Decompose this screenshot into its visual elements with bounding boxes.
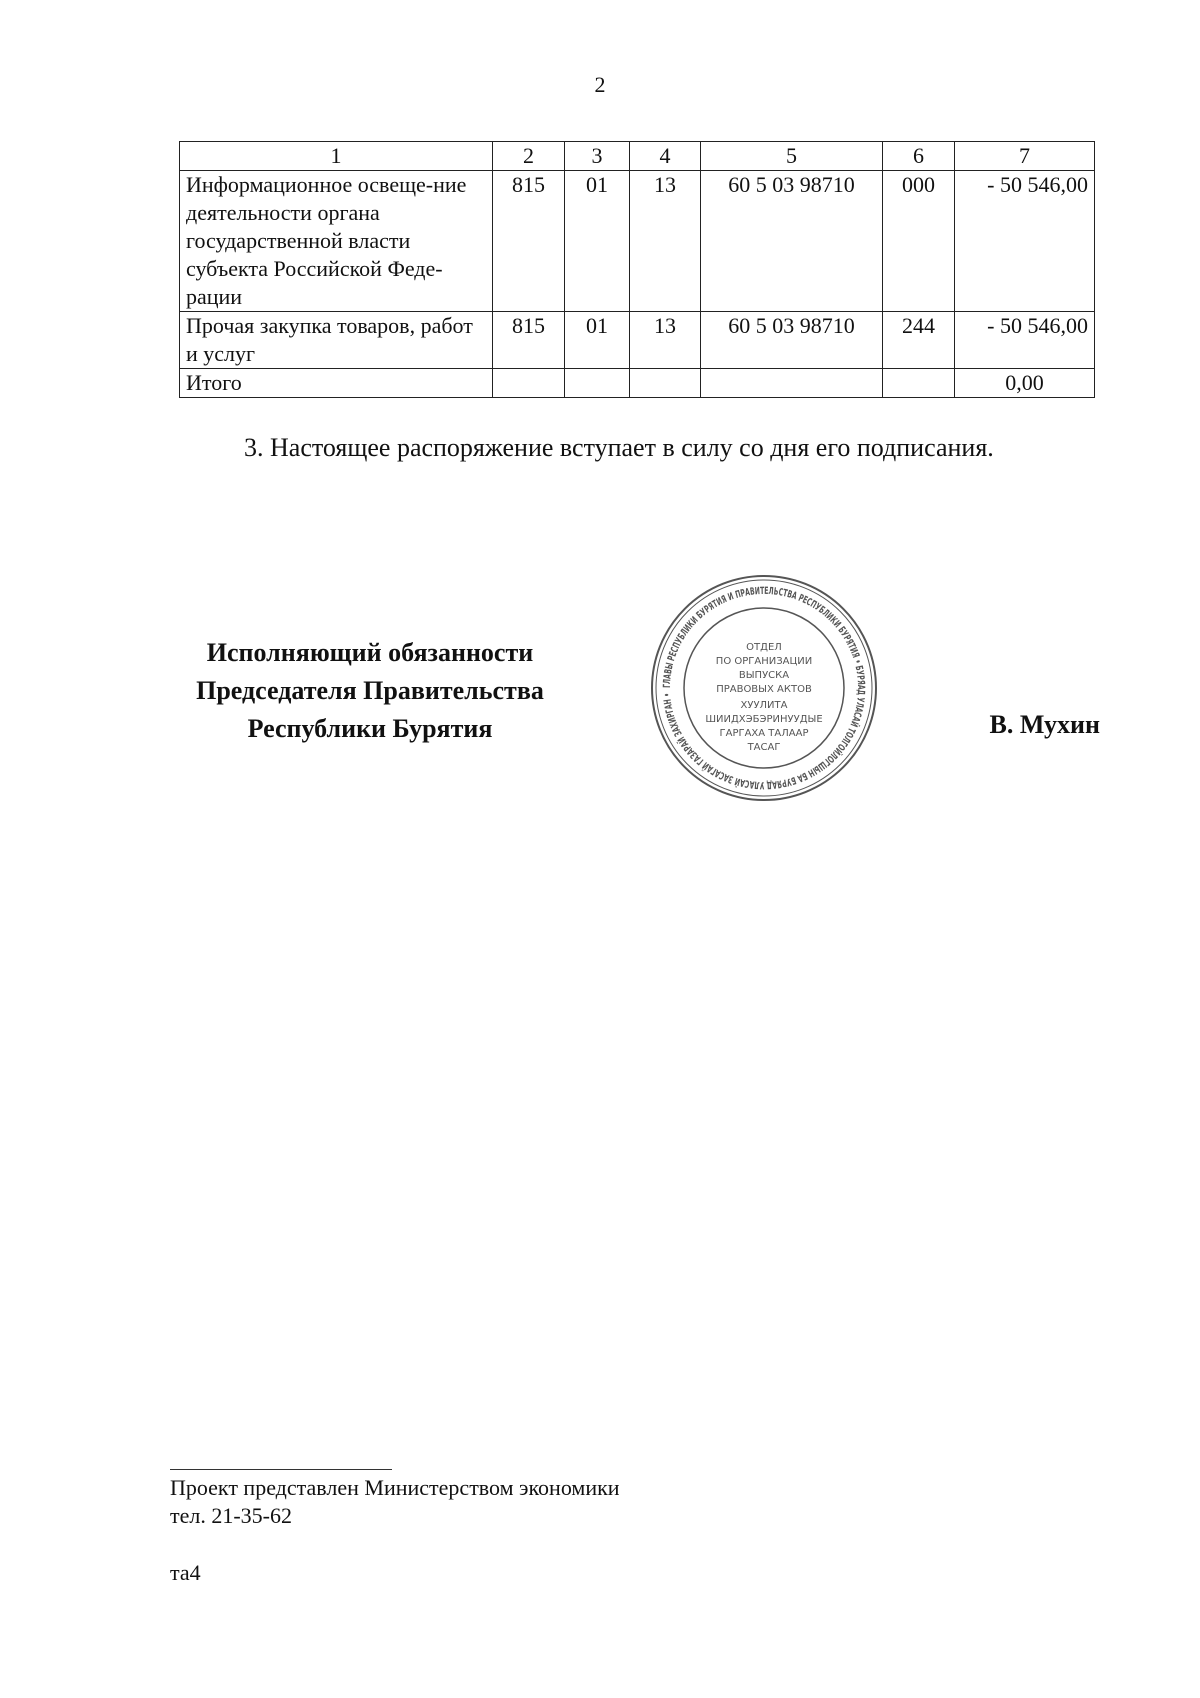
document-code: та4 [170, 1560, 201, 1585]
header-cell: 6 [883, 142, 955, 171]
table-header-row [180, 142, 1095, 171]
row-cell: 13 [630, 171, 701, 312]
seal-line: ОТДЕЛ [746, 642, 782, 653]
seal-line: ВЫПУСКА [738, 670, 790, 681]
row-cell: 13 [630, 312, 701, 369]
row-name: Прочая закупка товаров, работ и услуг [180, 312, 493, 369]
total-label: Итого [180, 369, 493, 398]
footnote-line: Проект представлен Министерством экономики [170, 1475, 620, 1500]
signatory-position [160, 634, 580, 748]
footnote [170, 1474, 620, 1530]
footnote-divider [170, 1469, 392, 1470]
header-cell: 5 [701, 142, 883, 171]
row-cell: 815 [493, 312, 565, 369]
footnote-line: тел. 21-35-62 [170, 1503, 293, 1528]
seal-line: ПРАВОВЫХ АКТОВ [716, 684, 812, 695]
seal-outer-text: ГЛАВЫ РЕСПУБЛИКИ БУРЯТИЯ И ПРАВИТЕЛЬСТВА РЕСПУБЛИКИ БУРЯТИЯ • БУРЯАД УЛАСАЙ ТОЛГОЙЛОГШЫН БА БУРЯАД УЛАСАЙ ЗАСАГАЙ ГАЗАРАЙ ЗАХИРГАН • [661, 585, 867, 791]
row-cell: 60 5 03 98710 [701, 312, 883, 369]
header-cell: 2 [493, 142, 565, 171]
seal-line: ШИИДХЭБЭРИНУУДЫЕ [705, 714, 823, 725]
row-cell: 60 5 03 98710 [701, 171, 883, 312]
row-cell: 244 [883, 312, 955, 369]
position-line: Исполняющий обязанности [206, 638, 534, 667]
row-amount: - 50 546,00 [955, 312, 1095, 369]
header-cell: 7 [955, 142, 1095, 171]
header-cell: 1 [180, 142, 493, 171]
row-cell: 01 [565, 312, 630, 369]
budget-table [179, 141, 1095, 398]
header-cell: 3 [565, 142, 630, 171]
signatory-name: В. Мухин [989, 710, 1100, 739]
seal-line: ТАСАГ [747, 742, 781, 753]
seal-line: ГАРГАХА ТАЛААР [719, 728, 809, 739]
page-number: 2 [594, 72, 606, 97]
row-cell: 01 [565, 171, 630, 312]
position-line: Председателя Правительства [196, 676, 544, 705]
table-row [180, 171, 1095, 312]
row-amount: - 50 546,00 [955, 171, 1095, 312]
row-name: Информационное освеще-ние деятельности органа государственной власти субъекта Российской Феде-рации [180, 171, 493, 312]
row-cell: 000 [883, 171, 955, 312]
total-row [180, 369, 1095, 398]
official-seal [648, 572, 880, 804]
table-row [180, 312, 1095, 369]
seal-line: ХУУЛИТА [740, 700, 788, 711]
position-line: Республики Бурятия [247, 714, 493, 743]
clause-3: 3. Настоящее распоряжение вступает в силу со дня его подписания. [244, 433, 994, 462]
header-cell: 4 [630, 142, 701, 171]
row-cell: 815 [493, 171, 565, 312]
total-value: 0,00 [955, 369, 1095, 398]
seal-line: ПО ОРГАНИЗАЦИИ [715, 656, 813, 667]
